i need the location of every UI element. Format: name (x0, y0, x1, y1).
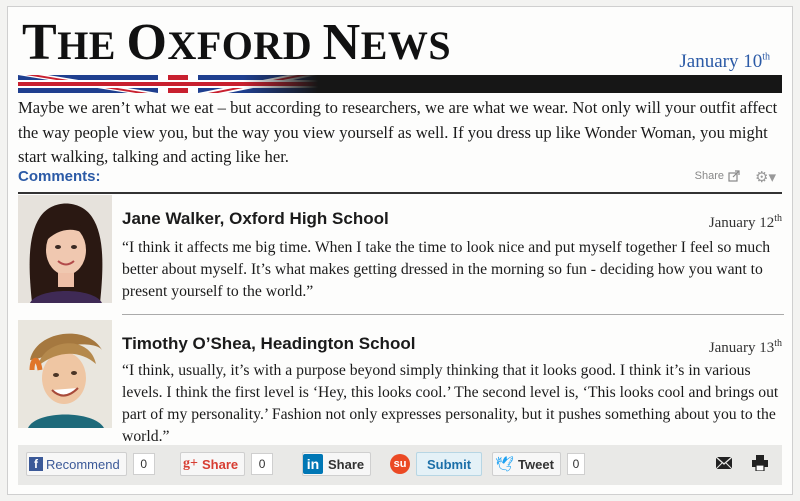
comments-label: Comments: (18, 168, 101, 185)
bird-icon: 🕊 (495, 455, 515, 473)
stumbleupon-icon: su (390, 454, 410, 474)
newspaper-title: THE OXFORD NEWS (22, 14, 452, 71)
printer-icon[interactable] (752, 455, 768, 471)
newspaper-page (7, 6, 793, 495)
linkedin-share-button[interactable]: in Share (302, 453, 371, 475)
gplus-share-button[interactable]: g+ Share 0 (180, 453, 273, 475)
avatar (18, 195, 112, 303)
facebook-icon: f (29, 457, 43, 471)
comments-header (18, 168, 782, 194)
publication-date: January 10th (679, 51, 770, 72)
masthead (18, 11, 782, 95)
comment-item (18, 320, 782, 445)
comment-divider (122, 314, 784, 315)
comment-text: “I think, usually, it’s with a purpose beyond simply thinking that it looks good. I think it’s in various levels. I think the first level is ‘Hey, this looks cool.’ The second level is, ‘This looks cool and brings out part of my personality.’ Fashion not only expresses personality, but it pushes something about you to the world.” (122, 362, 779, 445)
facebook-count: 0 (133, 453, 155, 475)
share-button[interactable]: Share (695, 170, 740, 182)
google-plus-icon: g+ (183, 456, 198, 471)
comment-author: Timothy O’Shea, Headington School (122, 334, 416, 353)
linkedin-icon: in (303, 454, 323, 474)
portrait-image (18, 195, 112, 303)
share-icon (728, 170, 740, 182)
envelope-icon[interactable] (716, 457, 732, 469)
gear-icon[interactable]: ⚙▾ (755, 168, 776, 186)
avatar (18, 320, 112, 428)
twitter-tweet-button[interactable]: 🕊 Tweet 0 (492, 453, 585, 475)
stumbleupon-submit-button[interactable]: su Submit (390, 453, 482, 475)
comment-item (18, 195, 782, 317)
union-jack-banner (18, 75, 318, 93)
portrait-image (18, 320, 112, 428)
social-share-bar (18, 445, 782, 485)
comment-date: January 12th (708, 213, 782, 231)
comment-author: Jane Walker, Oxford High School (122, 209, 389, 228)
comment-date: January 13th (708, 338, 782, 356)
gplus-count: 0 (251, 453, 273, 475)
twitter-count: 0 (567, 453, 585, 475)
masthead-bar (18, 75, 782, 93)
facebook-recommend-button[interactable]: f Recommend 0 (26, 453, 155, 475)
article-body: Maybe we aren’t what we eat – but according to researchers, we are what we wear. Not only will your outfit affect the way people view you, but the way you view yourself as well. If you dress up like Wonder Woman, you might start walking, talking and acting like her. (18, 98, 778, 166)
comment-text: “I think it affects me big time. When I take the time to look nice and put myself together I feel so much better about myself. It’s what makes getting dressed in the morning so fun - deciding how you want to present yourself to the world.” (122, 239, 771, 300)
